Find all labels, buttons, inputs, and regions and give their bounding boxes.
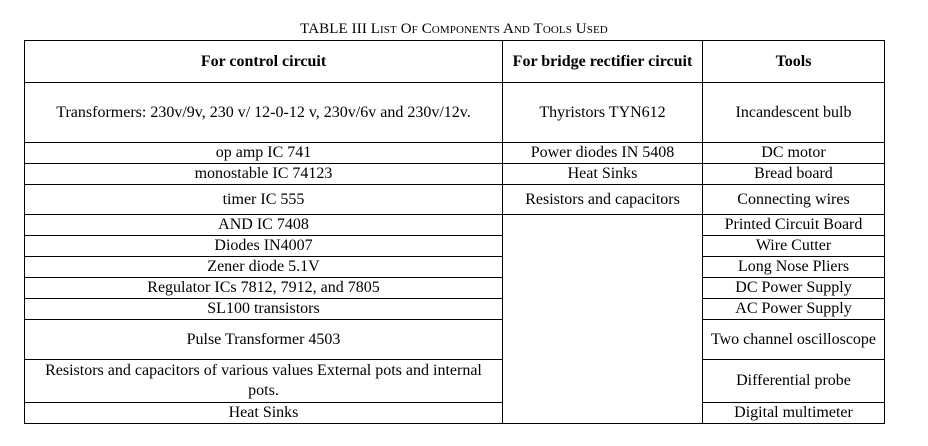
header-control-circuit: For control circuit (25, 41, 503, 83)
table-row (25, 236, 885, 257)
table-row (25, 299, 885, 320)
table-row (25, 164, 885, 185)
tools-cell: Wire Cutter (703, 236, 885, 257)
table-header-row (25, 41, 885, 83)
table-row (25, 257, 885, 278)
tools-cell: AC Power Supply (703, 299, 885, 320)
table-row (25, 185, 885, 215)
control-cell: Diodes IN4007 (25, 236, 503, 257)
control-cell: Pulse Transformer 4503 (25, 320, 503, 360)
table-caption (24, 20, 884, 38)
table-row (25, 278, 885, 299)
tools-cell: Printed Circuit Board (703, 215, 885, 236)
tools-cell: DC Power Supply (703, 278, 885, 299)
control-cell: timer IC 555 (25, 185, 503, 215)
tools-cell: Differential probe (703, 360, 885, 403)
tools-cell: Bread board (703, 164, 885, 185)
tools-cell: DC motor (703, 143, 885, 164)
control-cell: Zener diode 5.1V (25, 257, 503, 278)
control-cell: Transformers: 230v/9v, 230 v/ 12-0-12 v, 230v/6v and 230v/12v. (25, 83, 503, 143)
tools-cell: Two channel oscilloscope (703, 320, 885, 360)
rectifier-cell: Resistors and capacitors (503, 185, 703, 215)
caption-title: List Of Components And Tools Used (370, 21, 608, 37)
header-tools: Tools (703, 41, 885, 83)
control-cell: Regulator ICs 7812, 7912, and 7805 (25, 278, 503, 299)
rectifier-cell: Power diodes IN 5408 (503, 143, 703, 164)
tools-cell: Connecting wires (703, 185, 885, 215)
control-cell: SL100 transistors (25, 299, 503, 320)
control-cell: op amp IC 741 (25, 143, 503, 164)
control-cell: monostable IC 74123 (25, 164, 503, 185)
table-row (25, 83, 885, 143)
table-row (25, 215, 885, 236)
tools-cell: Incandescent bulb (703, 83, 885, 143)
tools-cell: Long Nose Pliers (703, 257, 885, 278)
rectifier-empty-cell (503, 215, 703, 424)
rectifier-cell: Heat Sinks (503, 164, 703, 185)
rectifier-cell: Thyristors TYN612 (503, 83, 703, 143)
control-cell: Resistors and capacitors of various values External pots and internal pots. (25, 360, 503, 403)
header-bridge-rectifier: For bridge rectifier circuit (503, 41, 703, 83)
control-cell: Heat Sinks (25, 403, 503, 424)
table-row (25, 360, 885, 403)
control-cell: AND IC 7408 (25, 215, 503, 236)
table-row (25, 320, 885, 360)
table-row (25, 143, 885, 164)
components-table (24, 40, 885, 424)
tools-cell: Digital multimeter (703, 403, 885, 424)
caption-prefix: TABLE III (300, 21, 371, 37)
table-row (25, 403, 885, 424)
